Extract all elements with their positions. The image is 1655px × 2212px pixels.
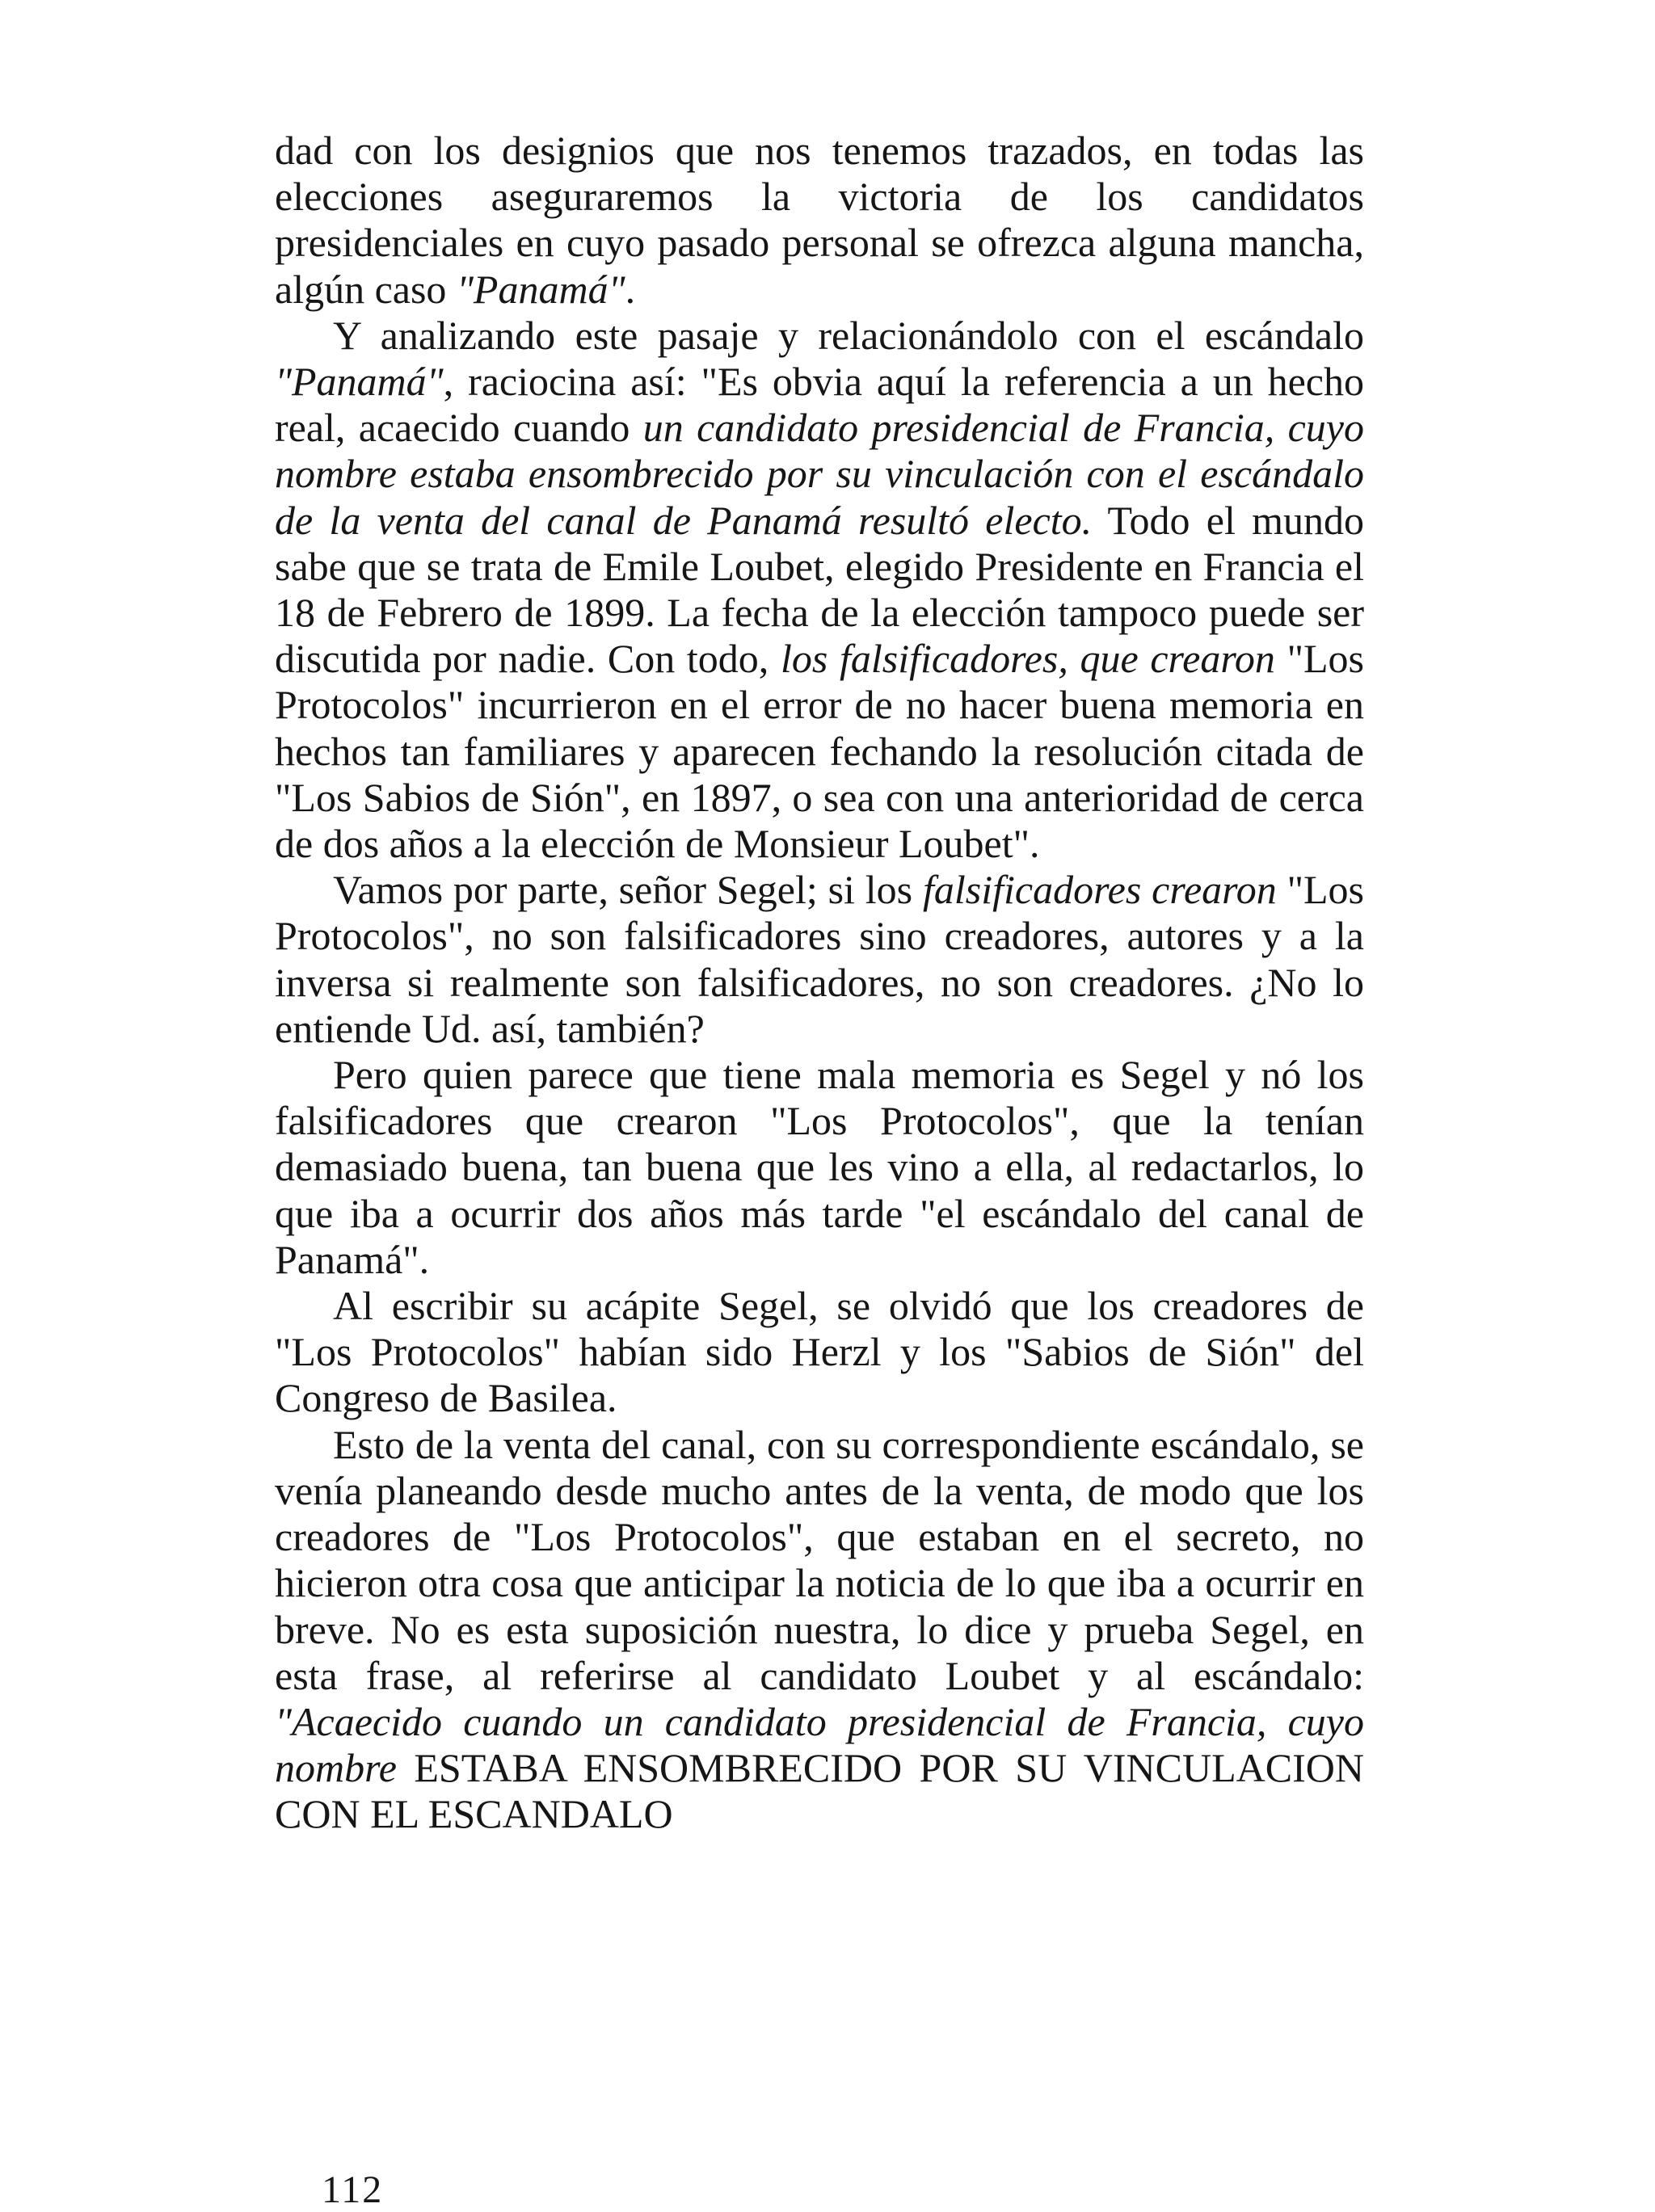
italic-text: "Panamá" [275,359,444,405]
paragraph [275,128,1364,313]
text-run: dad con los designios que nos tenemos trazados, en todas las elecciones aseguraremos la victoria de los candidatos presidenciales en cuyo pasado personal se ofrezca alguna mancha, algún caso [275,128,1364,312]
text-run: Pero quien parece que tiene mala memoria es Segel y nó los falsificadores que crearon "Los Protocolos", que la tenían demasiado buena, tan buena que les vino a ella, al redactarlos, lo que iba a ocurrir dos años más tarde "el escándalo del canal de Panamá". [275,1052,1364,1282]
page-number: 112 [322,2168,384,2211]
paragraph [275,1283,1364,1422]
italic-text: falsificadores crearon [922,867,1277,913]
text-run: Al escribir su acápite Segel, se olvidó que los creadores de "Los Protocolos" habían sido Herzl y los "Sabios de Sión" del Congreso de Basilea. [275,1283,1364,1421]
text-run: "Los Protocolos", no son falsificadores sino creadores, autores y a la inversa si realmente son falsificadores, no son creadores. ¿No lo entiende Ud. así, también? [275,867,1364,1051]
italic-text: un candidato presidencial de Francia, cuyo nombre estaba ensombrecido por su vinculación con el escándalo de la venta del canal de Panamá resultó electo. [275,405,1364,543]
body-text [275,128,1364,1838]
book-page [275,128,1365,2211]
text-run: Y analizando este pasaje y relacionándolo con el escándalo [333,312,1364,358]
paragraph [275,867,1364,1052]
text-run: , raciocina así: "Es obvia aquí la referencia a un hecho real, acaecido cuando [275,359,1364,451]
text-run: "Los Protocolos" incurrieron en el error de no hacer buena memoria en hechos tan familiares y aparecen fechando la resolución citada de "Los Sabios de Sión", en 1897, o sea con una anterioridad de cerca de dos años a la elección de Monsieur Loubet". [275,636,1365,867]
paragraph [275,1422,1364,1838]
text-run: Esto de la venta del canal, con su correspondiente escándalo, se venía planeando desde mucho antes de la venta, de modo que los creadores de "Los Protocolos", que estaban en el secreto, no hicieron otra cosa que anticipar la noticia de lo que iba a ocurrir en breve. No es esta suposición nuestra, lo dice y prueba Segel, en esta frase, al referirse al candidato Loubet y al escándalo: [275,1421,1364,1698]
text-run: . [625,266,636,312]
paragraph [275,1052,1364,1283]
paragraph [275,313,1364,867]
italic-text: "Acaecido cuando un candidato presidencial de Francia, cuyo nombre [275,1698,1364,1791]
text-run: Vamos por parte, señor Segel; si los [333,867,923,913]
text-run: Todo el mundo sabe que se trata de Emile Loubet, elegido Presidente en Francia el 18 de Febrero de 1899. La fecha de la elección tampoco puede ser discutida por nadie. Con todo, [275,497,1364,682]
italic-text: "Panamá" [456,266,625,312]
italic-text: los falsificadores, que crearon [780,636,1275,682]
text-run: ESTABA ENSOMBRECIDO POR SU VINCULACION CON EL ESCANDALO [275,1745,1364,1837]
